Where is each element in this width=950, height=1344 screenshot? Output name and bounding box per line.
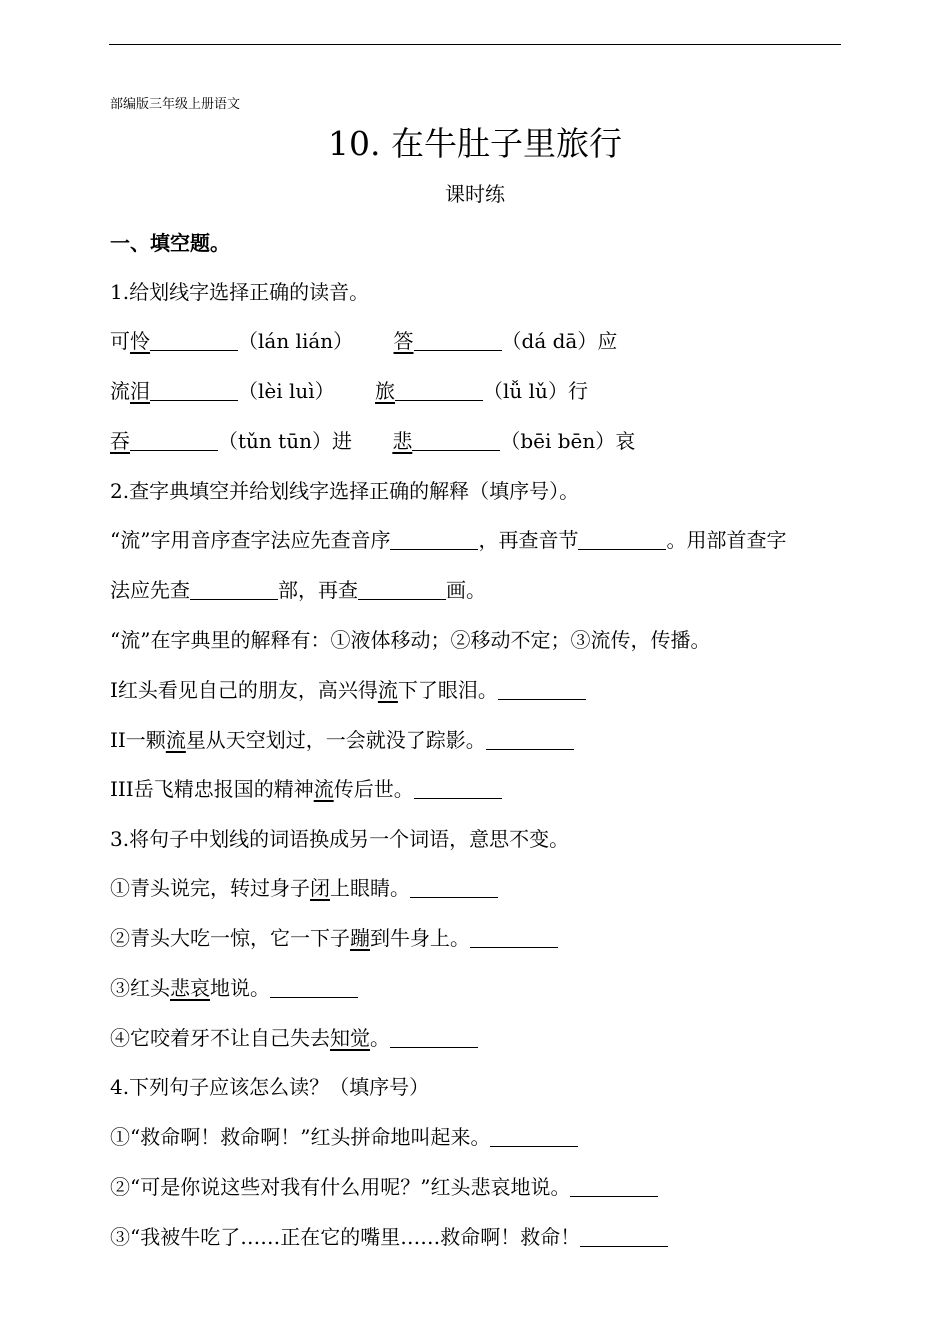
q2-sentence-2: II一颗流星从天空划过，一会就没了踪影。 bbox=[110, 726, 574, 754]
q3-sentence-3: ③红头悲哀地说。 bbox=[110, 974, 358, 1002]
q1-item-1: 可怜 （lán lián） bbox=[110, 329, 354, 353]
answer-blank[interactable] bbox=[410, 877, 498, 898]
answer-blank[interactable] bbox=[270, 977, 358, 998]
q2-sentence-1: I红头看见自己的朋友，高兴得流下了眼泪。 bbox=[110, 676, 586, 704]
answer-blank[interactable] bbox=[390, 1027, 478, 1048]
section-heading: 一、填空题。 bbox=[110, 231, 230, 255]
q2-line-2: 法应先查 部，再查 画。 bbox=[110, 578, 486, 602]
answer-blank[interactable] bbox=[130, 430, 218, 451]
answer-blank[interactable] bbox=[486, 729, 574, 750]
q1-row-2 bbox=[110, 377, 588, 405]
answer-blank[interactable] bbox=[414, 778, 502, 799]
q1-row-3 bbox=[110, 427, 635, 455]
q1-prompt: 1.给划线字选择正确的读音。 bbox=[110, 280, 370, 304]
answer-blank[interactable] bbox=[578, 529, 666, 550]
q3-sentence-1: ①青头说完，转过身子闭上眼睛。 bbox=[110, 874, 498, 902]
page-subtitle: 课时练 bbox=[445, 182, 505, 206]
q4-sentence-1: ①“救命啊！救命啊！”红头拼命地叫起来。 bbox=[110, 1123, 578, 1151]
answer-blank[interactable] bbox=[570, 1176, 658, 1197]
q2-line-1: “流”字用音序查字法应先查音序 ，再查音节 。用部首查字 bbox=[110, 528, 787, 552]
q1-item-6: 悲 （bēi bēn）哀 bbox=[392, 429, 636, 453]
q1-item-3: 流泪 （lèi luì） bbox=[110, 379, 335, 403]
answer-blank[interactable] bbox=[150, 380, 238, 401]
answer-blank[interactable] bbox=[470, 927, 558, 948]
q4-prompt: 4.下列句子应该怎么读？（填序号） bbox=[110, 1075, 430, 1099]
answer-blank[interactable] bbox=[390, 529, 478, 550]
answer-blank[interactable] bbox=[190, 579, 278, 600]
q4-sentence-2: ②“可是你说这些对我有什么用呢？”红头悲哀地说。 bbox=[110, 1173, 658, 1201]
q2-prompt: 2.查字典填空并给划线字选择正确的解释（填序号）。 bbox=[110, 479, 580, 503]
page-title: 10. 在牛肚子里旅行 bbox=[328, 124, 622, 163]
answer-blank[interactable] bbox=[498, 679, 586, 700]
q2-sentence-3: III岳飞精忠报国的精神流传后世。 bbox=[110, 775, 502, 803]
series-label: 部编版三年级上册语文 bbox=[110, 97, 241, 112]
q2-definitions: “流”在字典里的解释有：①液体移动；②移动不定；③流传，传播。 bbox=[110, 628, 711, 652]
answer-blank[interactable] bbox=[150, 330, 238, 351]
q3-prompt: 3.将句子中划线的词语换成另一个词语，意思不变。 bbox=[110, 827, 570, 851]
q1-item-2: 答 （dá dā）应 bbox=[393, 329, 618, 353]
q3-sentence-4: ④它咬着牙不让自己失去知觉。 bbox=[110, 1024, 478, 1052]
answer-blank[interactable] bbox=[414, 330, 502, 351]
answer-blank[interactable] bbox=[395, 380, 483, 401]
answer-blank[interactable] bbox=[358, 579, 446, 600]
answer-blank[interactable] bbox=[580, 1226, 668, 1247]
answer-blank[interactable] bbox=[490, 1126, 578, 1147]
header-rule bbox=[109, 44, 841, 45]
q3-sentence-2: ②青头大吃一惊，它一下子蹦到牛身上。 bbox=[110, 924, 558, 952]
q1-item-4: 旅 （lǚ lǔ）行 bbox=[375, 379, 588, 403]
q4-sentence-3: ③“我被牛吃了……正在它的嘴里……救命啊！救命！ bbox=[110, 1223, 668, 1251]
answer-blank[interactable] bbox=[412, 430, 500, 451]
q1-row-1 bbox=[110, 327, 617, 355]
q1-item-5: 吞 （tǔn tūn）进 bbox=[110, 429, 352, 453]
